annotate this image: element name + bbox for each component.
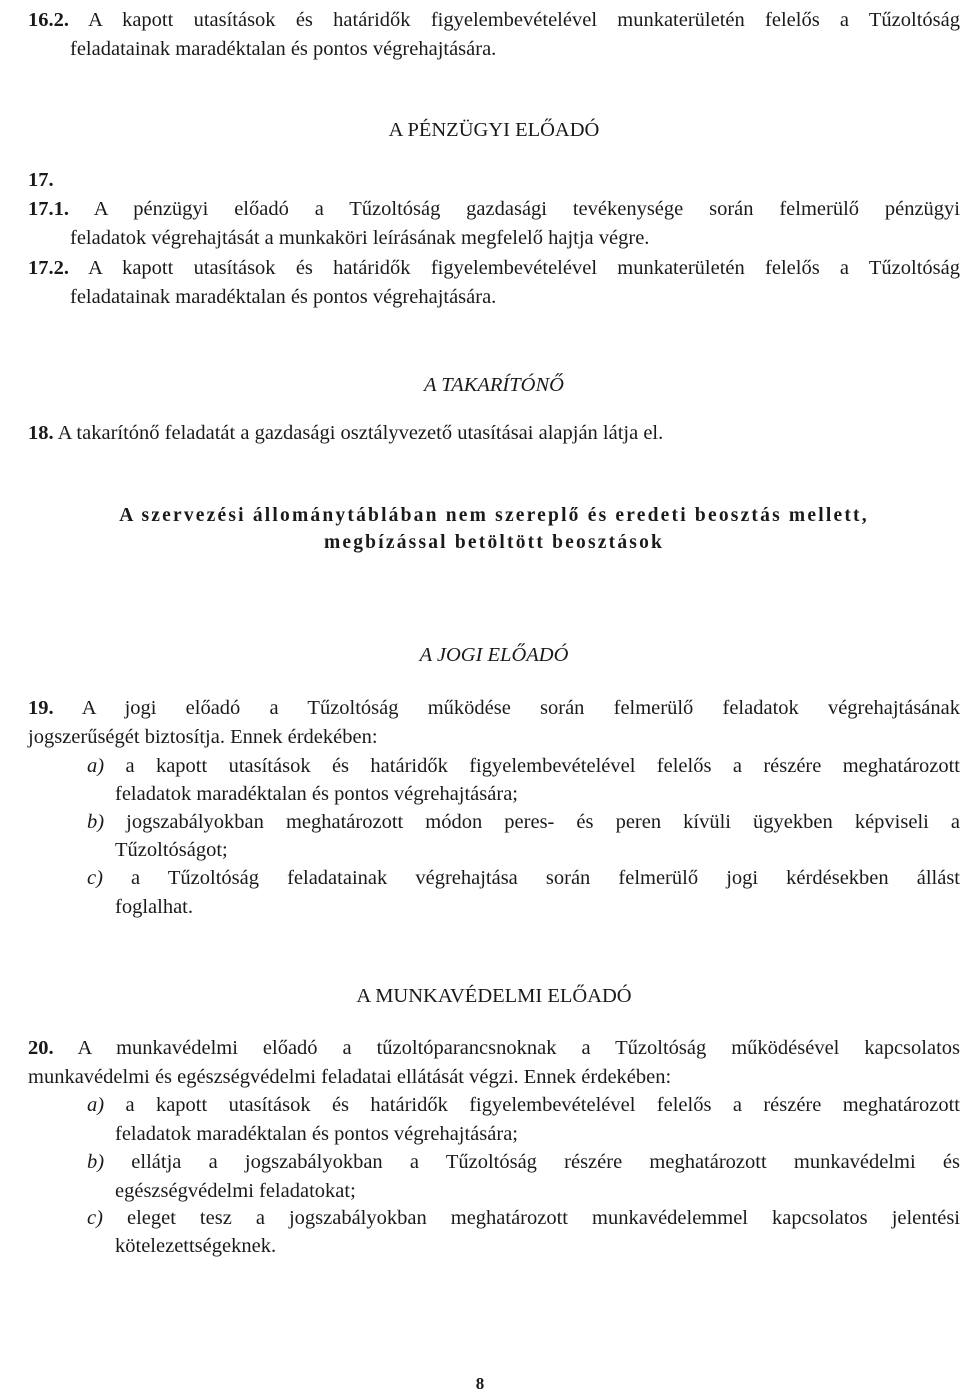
paragraph-number: 18. <box>28 422 54 444</box>
section-heading-penzugyi: A PÉNZÜGYI ELŐADÓ <box>388 119 600 141</box>
item-text: a Tűzoltóság feladatainak végrehajtása során felmerülő jogi kérdésekben állást <box>131 867 960 889</box>
paragraph-text: A munkavédelmi előadó a tűzoltóparancsnoknak a Tűzoltóság működésével kapcsolatos <box>77 1037 960 1059</box>
section-title-line-1: A szervezési állománytáblában nem szereplő és eredeti beosztás mellett, <box>119 505 869 526</box>
paragraph-19-item-b-line-1 <box>87 808 960 836</box>
item-label: c) <box>87 1207 103 1229</box>
item-text: jogszabályokban meghatározott módon peres- és peren kívüli ügyekben képviseli a <box>126 811 960 833</box>
paragraph-20-line-2: munkavédelmi és egészségvédelmi feladatai ellátását végzi. Ennek érdekében: <box>28 1066 672 1088</box>
paragraph-20-item-b-line-2: egészségvédelmi feladatokat; <box>115 1180 356 1202</box>
paragraph-20-item-a-line-2: feladatok maradéktalan és pontos végrehajtására; <box>115 1123 518 1145</box>
paragraph-text: A kapott utasítások és határidők figyelembevételével munkaterületén felelős a Tűzoltóság <box>88 9 960 31</box>
paragraph-text: A kapott utasítások és határidők figyelembevételével munkaterületén felelős a Tűzoltóság <box>88 257 960 279</box>
paragraph-number: 16.2. <box>28 9 69 31</box>
item-label: b) <box>87 1151 105 1173</box>
section-heading-jogi: A JOGI ELŐADÓ <box>419 644 569 666</box>
paragraph-19-item-a-line-1 <box>87 752 960 780</box>
item-text: ellátja a jogszabályokban a Tűzoltóság részére meghatározott munkavédelmi és <box>131 1151 960 1173</box>
paragraph-17-2-line-2: feladatainak maradéktalan és pontos végrehajtására. <box>70 286 497 308</box>
section-heading-munkavedelmi: A MUNKAVÉDELMI ELŐADÓ <box>356 985 632 1007</box>
paragraph-19-line-1 <box>28 694 960 722</box>
paragraph-18 <box>28 419 960 447</box>
section-title-line-2: megbízással betöltött beosztások <box>323 532 665 553</box>
item-label: c) <box>87 867 103 889</box>
paragraph-19-item-b-line-2: Tűzoltóságot; <box>115 839 228 861</box>
paragraph-20-item-c-line-1 <box>87 1204 960 1232</box>
paragraph-text: A pénzügyi előadó a Tűzoltóság gazdasági tevékenysége során felmerülő pénzügyi <box>93 198 960 220</box>
paragraph-19-line-2: jogszerűségét biztosítja. Ennek érdekében: <box>28 726 378 748</box>
paragraph-number: 19. <box>28 697 54 719</box>
item-text: a kapott utasítások és határidők figyelembevételével felelős a részére meghatározott <box>125 755 960 777</box>
paragraph-17-2-line-1 <box>28 254 960 282</box>
item-label: a) <box>87 755 105 777</box>
paragraph-20-item-a-line-1 <box>87 1091 960 1119</box>
paragraph-17-1-line-2: feladatok végrehajtását a munkaköri leírásának megfelelő hajtja végre. <box>70 227 650 249</box>
paragraph-20-item-c-line-2: kötelezettségeknek. <box>115 1235 277 1257</box>
item-text: a kapott utasítások és határidők figyelembevételével felelős a részére meghatározott <box>125 1094 960 1116</box>
paragraph-text: A takarítónő feladatát a gazdasági osztályvezető utasításai alapján látja el. <box>57 422 664 444</box>
paragraph-text: A jogi előadó a Tűzoltóság működése során felmerülő feladatok végrehajtásának <box>81 697 960 719</box>
paragraph-16-2-line-2: feladatainak maradéktalan és pontos végrehajtására. <box>70 38 497 60</box>
paragraph-20-item-b-line-1 <box>87 1148 960 1176</box>
section-number-17: 17. <box>28 169 54 191</box>
paragraph-16-2-line-1 <box>28 6 960 34</box>
paragraph-number: 17.1. <box>28 198 69 220</box>
document-page <box>28 0 960 1391</box>
paragraph-19-item-a-line-2: feladatok maradéktalan és pontos végrehajtására; <box>115 783 518 805</box>
page-number: 8 <box>475 1374 485 1393</box>
item-label: b) <box>87 811 105 833</box>
item-text: eleget tesz a jogszabályokban meghatározott munkavédelemmel kapcsolatos jelentési <box>126 1207 960 1229</box>
item-label: a) <box>87 1094 105 1116</box>
section-heading-takarito: A TAKARÍTÓNŐ <box>424 374 564 396</box>
paragraph-number: 20. <box>28 1037 54 1059</box>
paragraph-17-1-line-1 <box>28 195 960 223</box>
paragraph-20-line-1 <box>28 1034 960 1062</box>
paragraph-19-item-c-line-1 <box>87 864 960 892</box>
paragraph-number: 17.2. <box>28 257 69 279</box>
paragraph-19-item-c-line-2: foglalhat. <box>115 896 193 918</box>
